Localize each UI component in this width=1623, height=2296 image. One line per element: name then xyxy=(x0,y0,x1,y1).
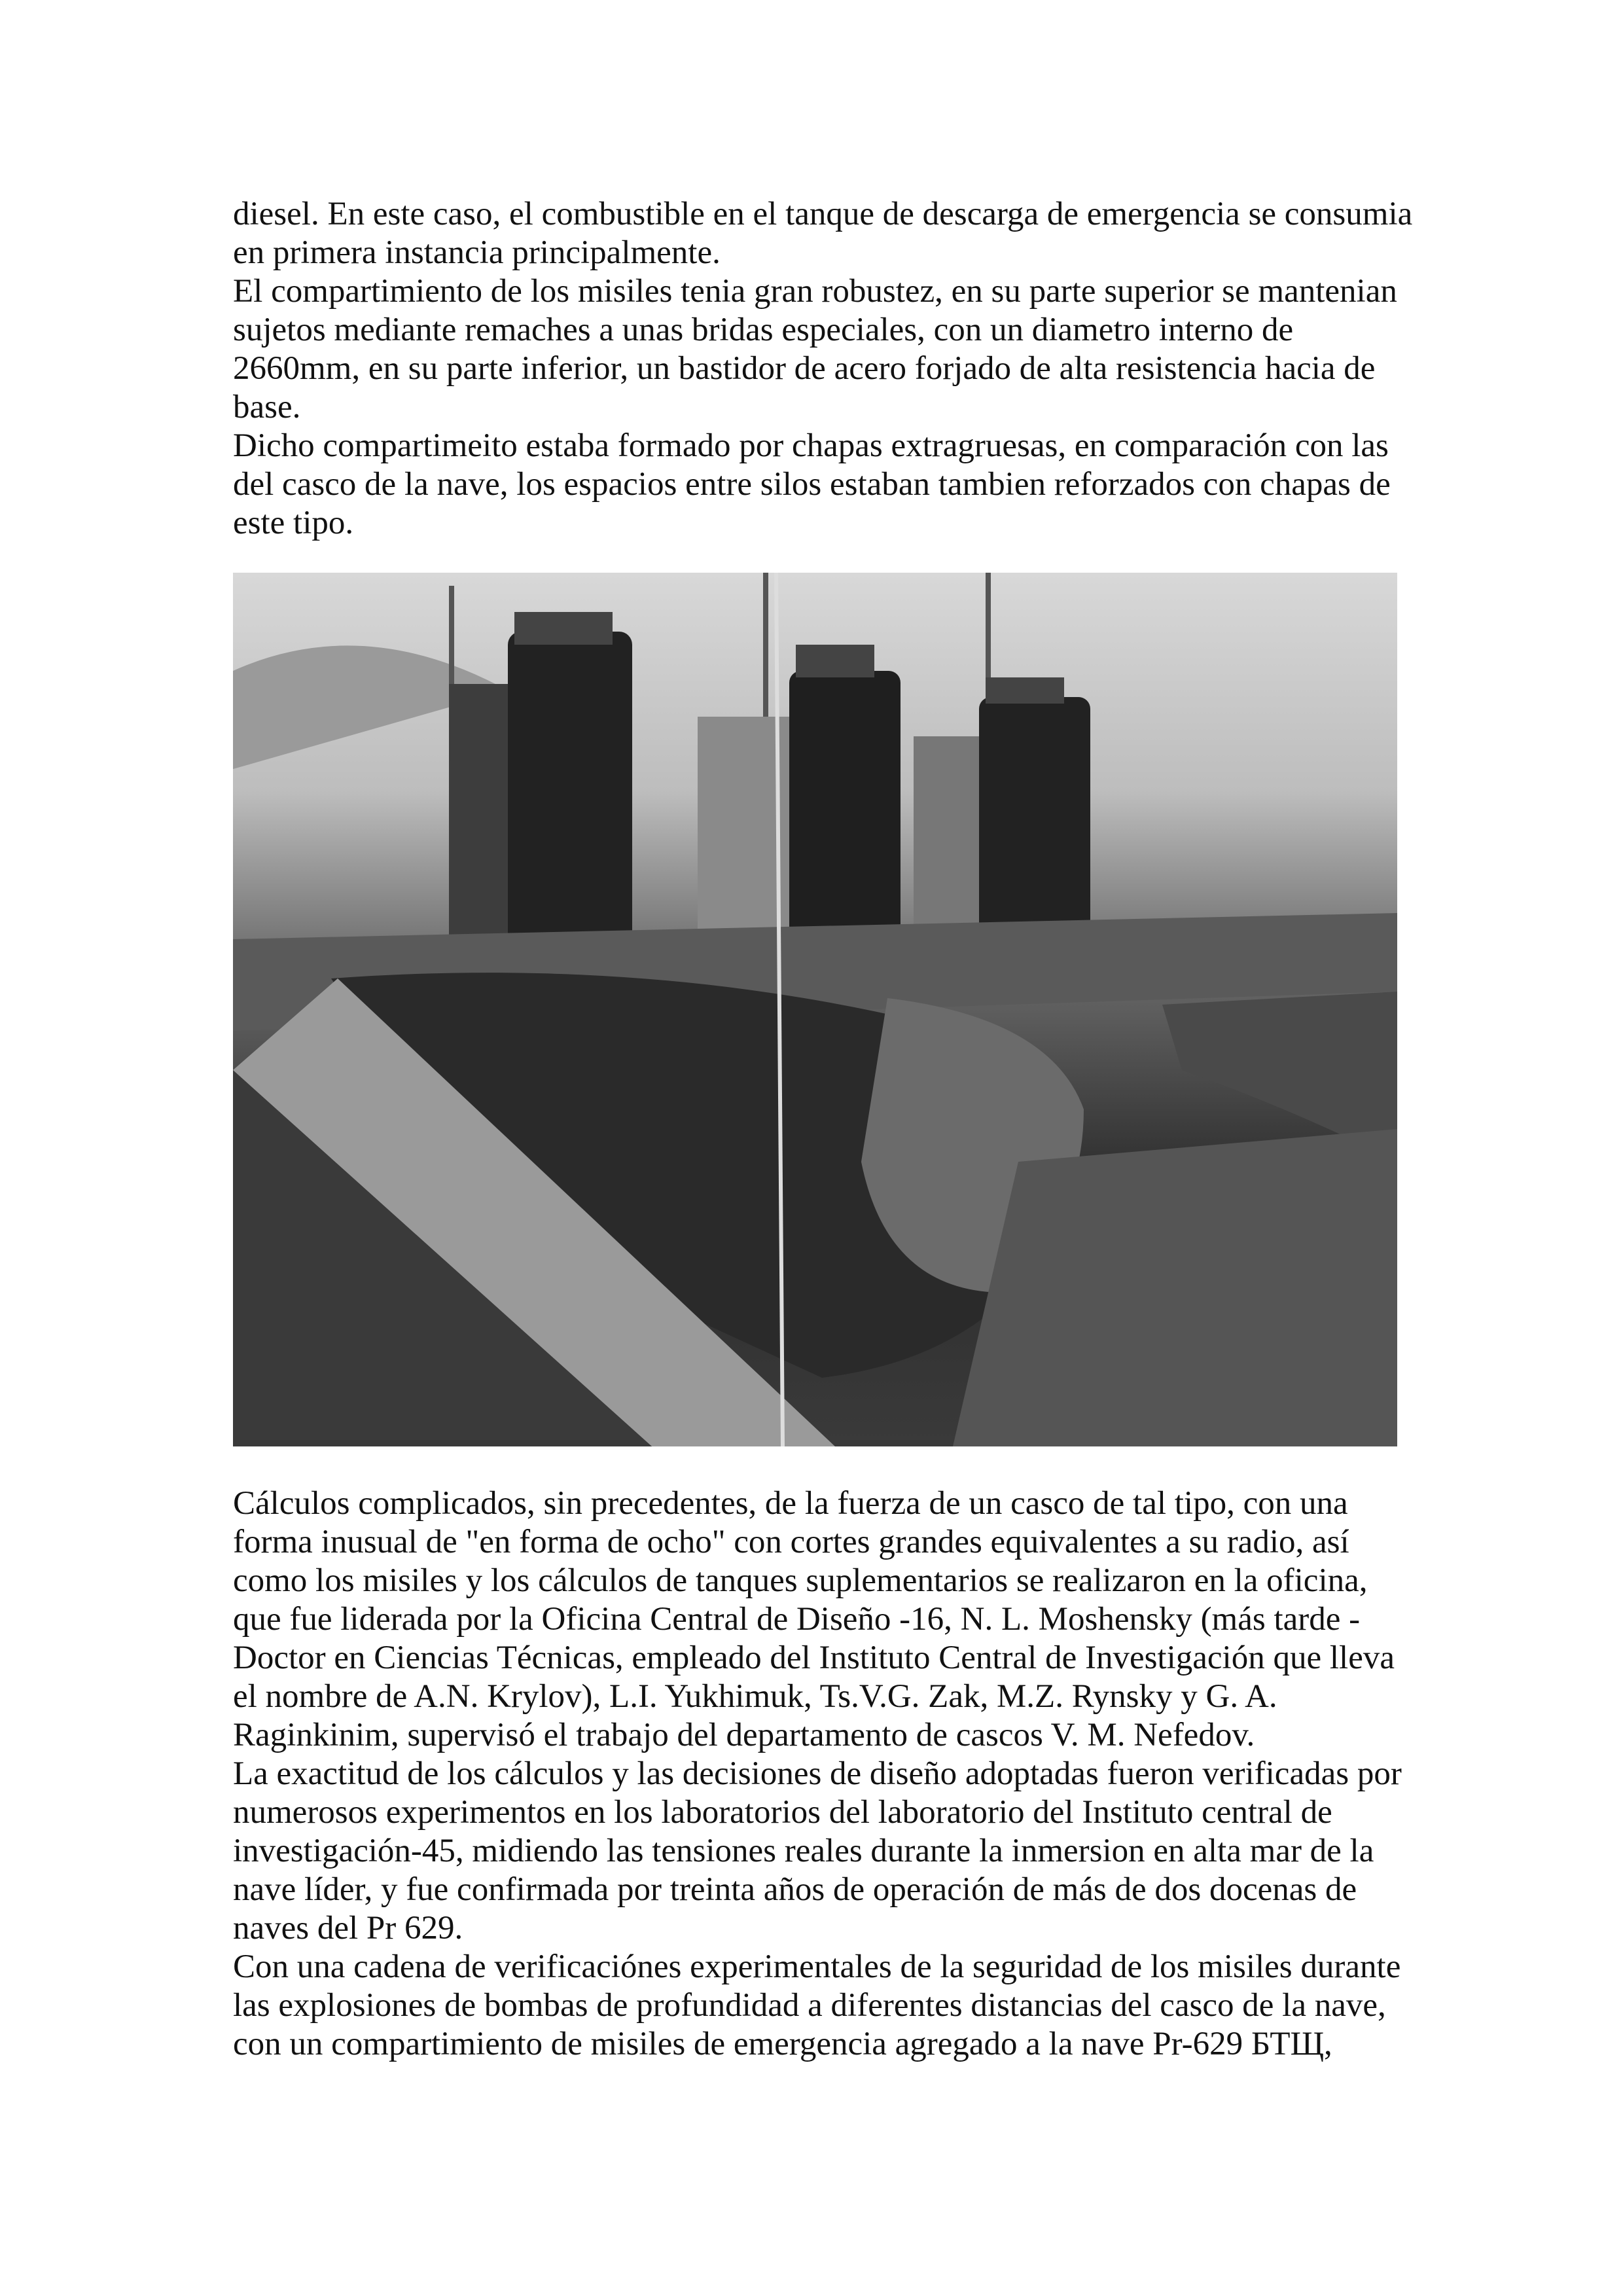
text-line: investigación-45, midiendo las tensiones reales durante la inmersion en alta mar de la xyxy=(233,1833,1374,1869)
text-line: las explosiones de bombas de profundidad a diferentes distancias del casco de la nave, xyxy=(233,1987,1386,2024)
text-line: Con una cadena de verificaciónes experimentales de la seguridad de los misiles durante xyxy=(233,1948,1401,1985)
text-line: naves del Pr 629. xyxy=(233,1910,463,1946)
text-line: forma inusual de "en forma de ocho" con cortes grandes equivalentes a su radio, así xyxy=(233,1524,1349,1560)
text-line: como los misiles y los cálculos de tanques suplementarios se realizaron en la oficina, xyxy=(233,1562,1368,1599)
text-line: que fue liderada por la Oficina Central de Diseño -16, N. L. Moshensky (más tarde - xyxy=(233,1601,1361,1638)
text-line: en primera instancia principalmente. xyxy=(233,234,721,271)
text-line: 2660mm, en su parte inferior, un bastidor de acero forjado de alta resistencia hacia de xyxy=(233,350,1376,387)
text-line: Dicho compartimeito estaba formado por chapas extragruesas, en comparación con las xyxy=(233,427,1389,464)
text-line: nave líder, y fue confirmada por treinta años de operación de más de dos docenas de xyxy=(233,1871,1357,1908)
text-line: diesel. En este caso, el combustible en el tanque de descarga de emergencia se consumia xyxy=(233,196,1413,232)
submarines-photo xyxy=(233,573,1397,1446)
paragraph-top xyxy=(233,195,1411,543)
text-line: sujetos mediante remaches a unas bridas especiales, con un diametro interno de xyxy=(233,312,1294,348)
photo-illustration xyxy=(233,573,1397,1446)
text-line: el nombre de A.N. Krylov), L.I. Yukhimuk, Ts.V.G. Zak, M.Z. Rynsky y G. A. xyxy=(233,1678,1277,1715)
paragraph-bottom xyxy=(233,1484,1411,2064)
text-line: este tipo. xyxy=(233,505,354,541)
text-line: La exactitud de los cálculos y las decisiones de diseño adoptadas fueron verificadas por xyxy=(233,1755,1402,1792)
text-line: base. xyxy=(233,389,301,425)
text-line: con un compartimiento de misiles de emergencia agregado a la nave Pr-629 БТЩ, xyxy=(233,2026,1332,2062)
text-line: El compartimiento de los misiles tenia gran robustez, en su parte superior se mantenian xyxy=(233,273,1397,310)
text-line: Cálculos complicados, sin precedentes, de la fuerza de un casco de tal tipo, con una xyxy=(233,1485,1348,1522)
text-line: Raginkinim, supervisó el trabajo del departamento de cascos V. M. Nefedov. xyxy=(233,1717,1255,1753)
text-line: numerosos experimentos en los laboratorios del laboratorio del Instituto central de xyxy=(233,1794,1332,1831)
text-line: del casco de la nave, los espacios entre silos estaban tambien reforzados con chapas de xyxy=(233,466,1391,503)
text-line: Doctor en Ciencias Técnicas, empleado del Instituto Central de Investigación que lleva xyxy=(233,1640,1395,1676)
